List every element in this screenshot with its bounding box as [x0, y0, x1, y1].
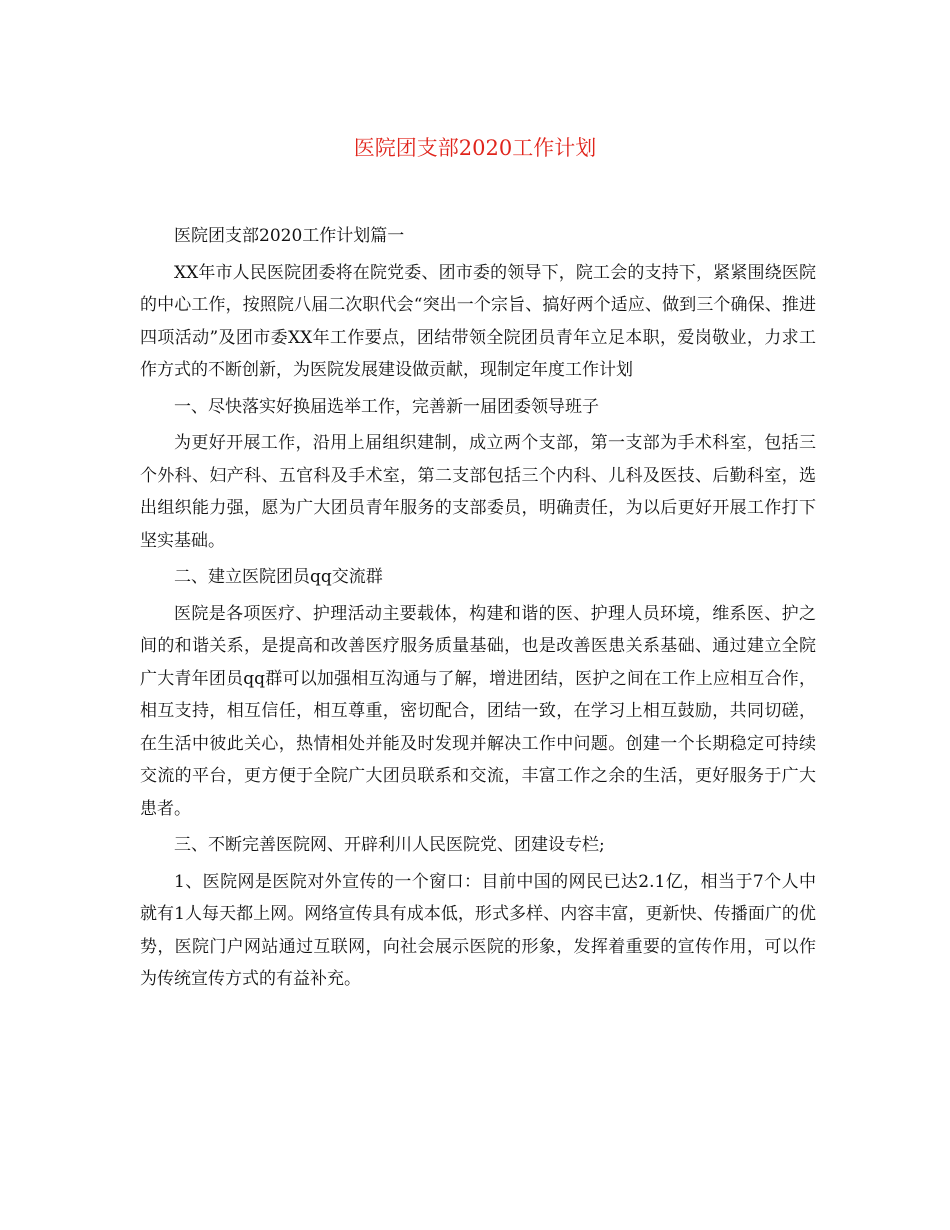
- section-2-paragraph: 医院是各项医疗、护理活动主要载体，构建和谐的医、护理人员环境，维系医、护之间的和谐关系，是提高和改善医疗服务质量基础，也是改善医患关系基础、通过建立全院广大青年团员qq群可以加强相互沟通与了解，增进团结，医护之间在工作上应相互合作，相互支持，相互信任，相互尊重，密切配合，团结一致，在学习上相互鼓励，共同切磋，在生活中彼此关心，热情相处并能及时发现并解决工作中问题。创建一个长期稳定可持续交流的平台，更方便于全院广大团员联系和交流，丰富工作之余的生活，更好服务于广大患者。: [140, 603, 816, 819]
- subtitle-paragraph: 医院团支部2020工作计划篇一: [174, 226, 405, 246]
- section-heading-1: 一、尽快落实好换届选举工作，完善新一届团委领导班子: [174, 396, 599, 417]
- document-body: [140, 220, 816, 1000]
- intro-paragraph: XX年市人民医院团委将在院党委、团市委的领导下，院工会的支持下，紧紧围绕医院的中心工作，按照院八届二次职代会“突出一个宗旨、搞好两个适应、做到三个确保、推进四项活动”及团市委XX年工作要点，团结带领全院团员青年立足本职，爱岗敬业，力求工作方式的不断创新，为医院发展建设做贡献，现制定年度工作计划: [140, 262, 816, 380]
- document-title: 医院团支部2020工作计划: [353, 136, 597, 160]
- section-3-item-1-paragraph: 1、医院网是医院对外宣传的一个窗口：目前中国的网民已达2.1亿，相当于7个人中就有1人每天都上网。网络宣传具有成本低，形式多样、内容丰富，更新快、传播面广的优势，医院门户网站通过互联网，向社会展示医院的形象，发挥着重要的宣传作用，可以作为传统宣传方式的有益补充。: [140, 871, 816, 989]
- section-heading-3: 三、不断完善医院网、开辟利川人民医院党、团建设专栏;: [174, 835, 605, 855]
- section-1-paragraph: 为更好开展工作，沿用上届组织建制，成立两个支部，第一支部为手术科室，包括三个外科、妇产科、五官科及手术室，第二支部包括三个内科、儿科及医技、后勤科室，选出组织能力强，愿为广大团员青年服务的支部委员，明确责任，为以后更好开展工作打下坚实基础。: [140, 433, 816, 551]
- section-heading-2: 二、建立医院团员qq交流群: [174, 567, 383, 587]
